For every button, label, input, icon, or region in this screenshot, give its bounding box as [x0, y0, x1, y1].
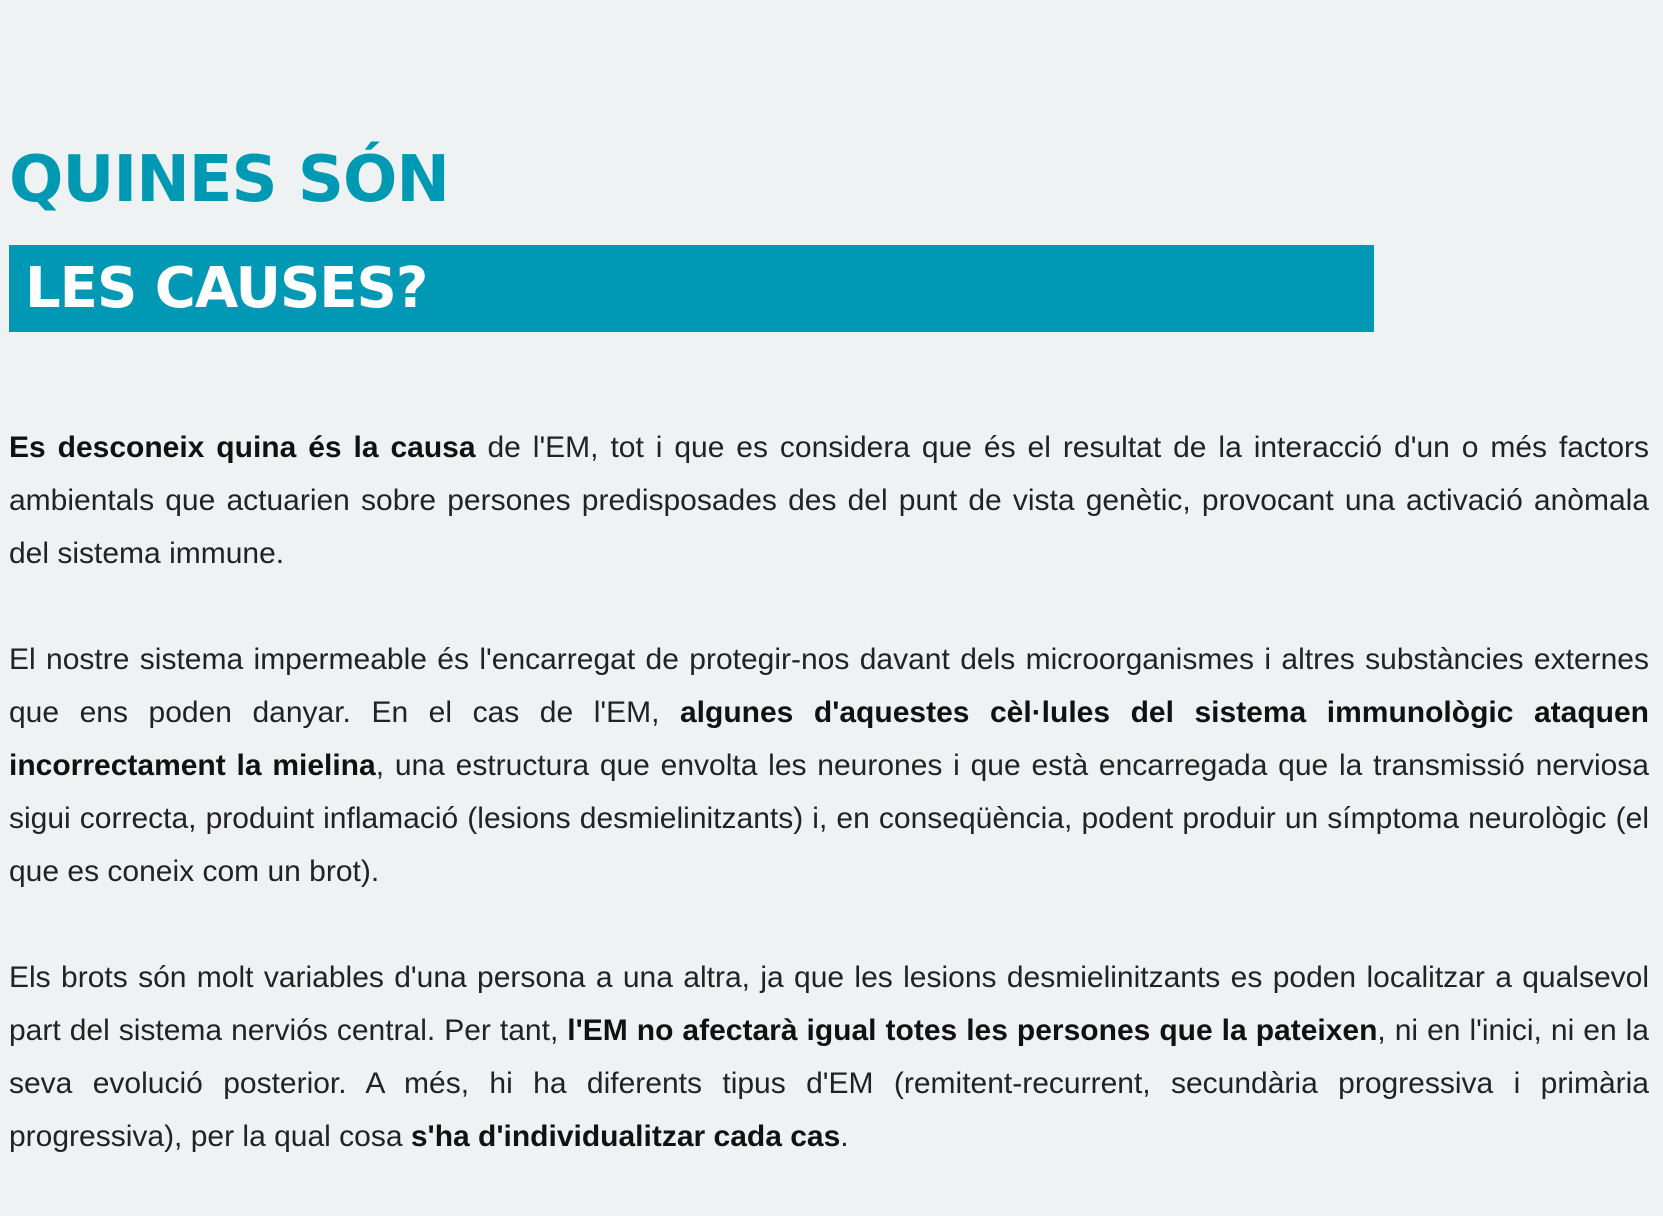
- paragraph-text: .: [840, 1120, 849, 1153]
- paragraph-causes: [9, 421, 1649, 580]
- paragraph-relapses: [9, 951, 1649, 1163]
- emphasis-text: Es desconeix quina és la causa: [9, 431, 476, 464]
- title-band: [9, 245, 1374, 332]
- emphasis-text: algunes d'aquestes cèl·lules del sistema immunològic ataquen incorrectament la mielina: [9, 696, 1649, 782]
- paragraph-text: El nostre sistema impermeable és l'encarregat de protegir-nos davant dels microorganismes i altres substàncies externes que ens poden danyar. En el cas de l'EM,: [9, 643, 1649, 729]
- emphasis-text: s'ha d'individualitzar cada cas: [410, 1120, 841, 1153]
- body-text: [9, 421, 1649, 1216]
- paragraph-text: , una estructura que envolta les neurones i que està encarregada que la transmissió nerviosa sigui correcta, produint inflamació (lesions desmielinitzants) i, en conseqüència, podent produir un símptoma neurològic (el que es coneix com un brot).: [9, 749, 1649, 888]
- page-title-line2: LES CAUSES?: [25, 256, 428, 321]
- page-title-line1: QUINES SÓN: [9, 143, 449, 217]
- paragraph-text: de l'EM, tot i que es considera que és el resultat de la interacció d'un o més factors ambientals que actuarien sobre persones predisposades des del punt de vista genètic, provocant una activació anòmala del sistema immune.: [9, 431, 1649, 570]
- emphasis-text: l'EM no afectarà igual totes les persones que la pateixen: [567, 1014, 1378, 1047]
- paragraph-immune-system: [9, 633, 1649, 898]
- paragraph-text: Els brots són molt variables d'una persona a una altra, ja que les lesions desmielinitzants es poden localitzar a qualsevol part del sistema nerviós central. Per tant,: [9, 961, 1649, 1047]
- paragraph-text: , ni en l'inici, ni en la seva evolució posterior. A més, hi ha diferents tipus d'EM (remitent-recurrent, secundària progressiva i primària progressiva), per la qual cosa: [9, 1014, 1649, 1153]
